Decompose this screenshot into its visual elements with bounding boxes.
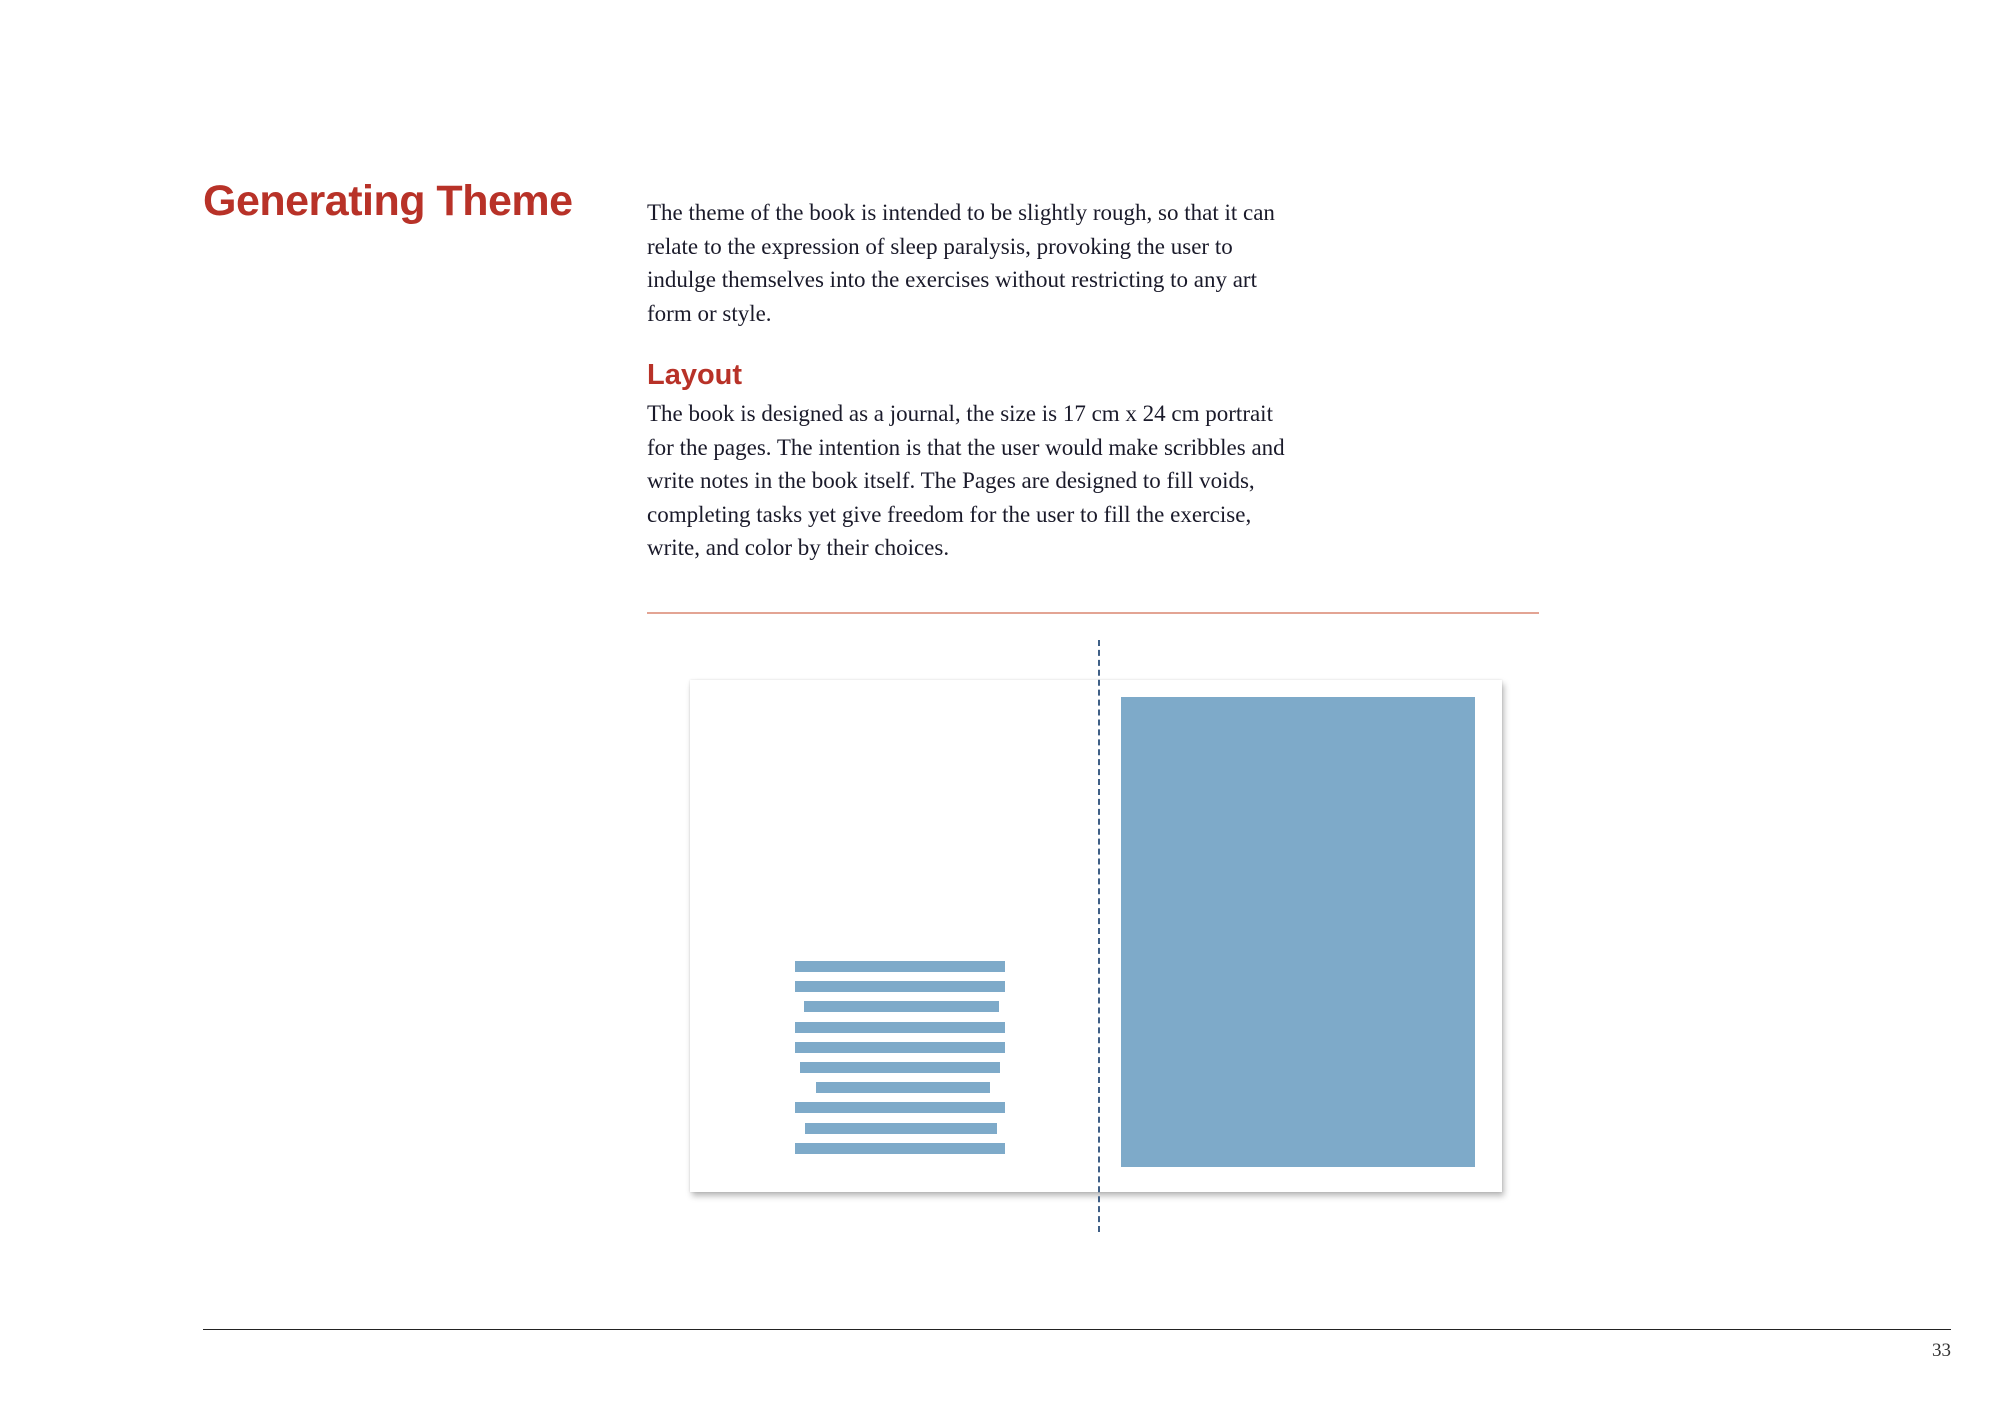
section-title: Generating Theme xyxy=(203,177,573,225)
text-line-bar xyxy=(795,1143,1005,1154)
book-spread-illustration xyxy=(690,680,1502,1192)
section-divider xyxy=(647,612,1539,614)
text-line-bar xyxy=(804,1001,999,1012)
intro-paragraph: The theme of the book is intended to be slightly rough, so that it can relate to the expression of sleep paralysis, provoking the user to indulge themselves into the exercises without restricting to any art form or style. xyxy=(647,200,1275,326)
text-line-bar xyxy=(816,1082,990,1093)
text-line-bar xyxy=(795,981,1005,992)
spread-gutter-line xyxy=(1098,640,1100,1232)
text-line-bar xyxy=(800,1062,1000,1073)
layout-heading: Layout xyxy=(647,359,743,391)
text-line-bar xyxy=(795,961,1005,972)
right-page-image-block xyxy=(1121,697,1475,1167)
footer-rule xyxy=(203,1329,1951,1330)
page-number: 33 xyxy=(1932,1340,1951,1361)
text-line-bar xyxy=(795,1022,1005,1033)
text-line-bar xyxy=(795,1102,1005,1113)
text-line-bar xyxy=(795,1042,1005,1053)
layout-paragraph: The book is designed as a journal, the size is 17 cm x 24 cm portrait for the pages. The intention is that the user would make scribbles and write notes in the book itself. The Pages are designed to fill voids, completing tasks yet give freedom for the user to fill the exercise, write, and color by their choices. xyxy=(647,401,1285,560)
text-line-bar xyxy=(805,1123,997,1134)
